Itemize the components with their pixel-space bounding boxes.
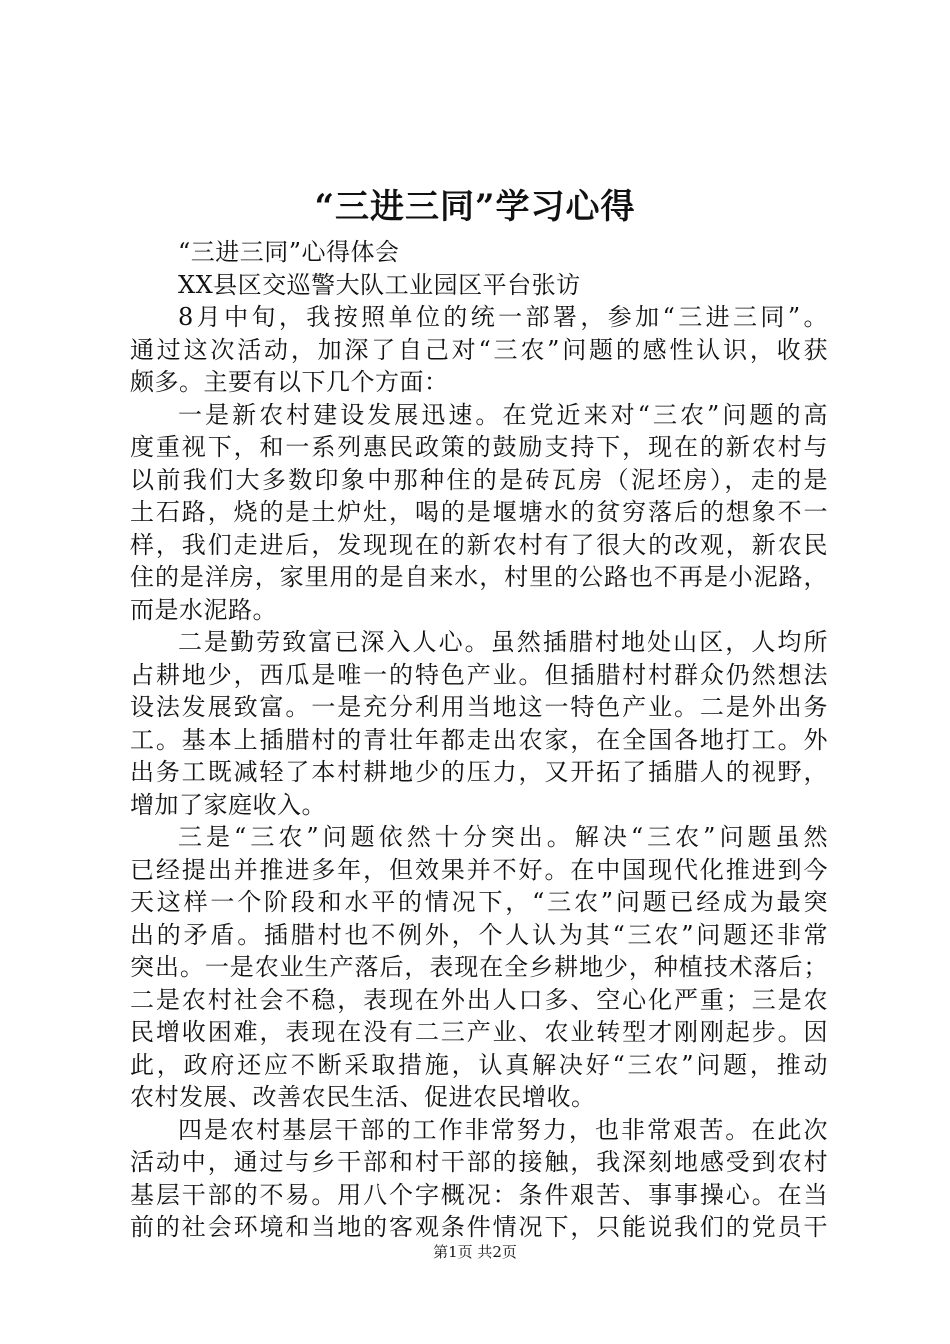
- text-line: 出的矛盾。插腊村也不例外，个人认为其“三农”问题还非常: [130, 920, 828, 949]
- text-line: 度重视下，和一系列惠民政策的鼓励支持下，现在的新农村与: [130, 433, 828, 461]
- text-line: 农村发展、改善农民生活、促进农民增收。: [130, 1083, 596, 1111]
- text-line: 前的社会环境和当地的客观条件情况下，只能说我们的党员干: [130, 1213, 828, 1241]
- text-line: 二是农村社会不稳，表现在外出人口多、空心化严重；三是农: [130, 985, 828, 1014]
- text-line: 民增收困难，表现在没有二三产业、农业转型才刚刚起步。因: [130, 1018, 828, 1046]
- text-line: “三进三同”心得体会: [178, 238, 400, 266]
- text-line: 四是农村基层干部的工作非常努力，也非常艰苦。在此次: [178, 1115, 828, 1144]
- text-line: 设法发展致富。一是充分利用当地这一特色产业。二是外出务: [130, 693, 828, 721]
- text-line: 工。基本上插腊村的青壮年都走出农家，在全国各地打工。外: [130, 725, 828, 754]
- text-line: 三是“三农”问题依然十分突出。解决“三农”问题虽然: [178, 823, 828, 851]
- text-line: 出务工既减轻了本村耕地少的压力，又开拓了插腊人的视野，: [130, 758, 828, 786]
- text-line: 样，我们走进后，发现现在的新农村有了很大的改观，新农民: [130, 530, 828, 559]
- text-line: 活动中，通过与乡干部和村干部的接触，我深刻地感受到农村: [130, 1148, 828, 1176]
- text-line: 基层干部的不易。用八个字概况：条件艰苦、事事操心。在当: [130, 1180, 828, 1209]
- text-line: 占耕地少，西瓜是唯一的特色产业。但插腊村村群众仍然想法: [130, 660, 828, 689]
- document-title: “三进三同”学习心得: [314, 187, 636, 227]
- text-line: XX县区交巡警大队工业园区平台张访: [178, 270, 581, 299]
- text-line: 颇多。主要有以下几个方面：: [130, 368, 449, 396]
- text-line: 突出。一是农业生产落后，表现在全乡耕地少，种植技术落后；: [130, 953, 828, 981]
- text-line: 天这样一个阶段和水平的情况下，“三农”问题已经成为最突: [130, 888, 828, 916]
- text-line: 而是水泥路。: [130, 595, 277, 624]
- text-line: 二是勤劳致富已深入人心。虽然插腊村地处山区，人均所: [178, 628, 828, 656]
- text-line: 通过这次活动，加深了自己对“三农”问题的感性认识，收获: [130, 335, 828, 364]
- document-body: [130, 236, 828, 1244]
- text-line: 增加了家庭收入。: [130, 790, 326, 819]
- text-line: 一是新农村建设发展迅速。在党近来对“三农”问题的高: [178, 400, 828, 429]
- text-line: 8月中旬，我按照单位的统一部署，参加“三进三同”。: [178, 303, 828, 331]
- page-footer: 第1页 共2页: [433, 1243, 517, 1261]
- text-line: 此，政府还应不断采取措施，认真解决好“三农”问题，推动: [130, 1050, 828, 1079]
- text-line: 已经提出并推进多年，但效果并不好。在中国现代化推进到今: [130, 855, 828, 884]
- text-line: 土石路，烧的是土炉灶，喝的是堰塘水的贫穷落后的想象不一: [130, 498, 828, 526]
- text-line: 以前我们大多数印象中那种住的是砖瓦房（泥坯房），走的是: [130, 465, 828, 494]
- text-line: 住的是洋房，家里用的是自来水，村里的公路也不再是小泥路，: [130, 563, 828, 591]
